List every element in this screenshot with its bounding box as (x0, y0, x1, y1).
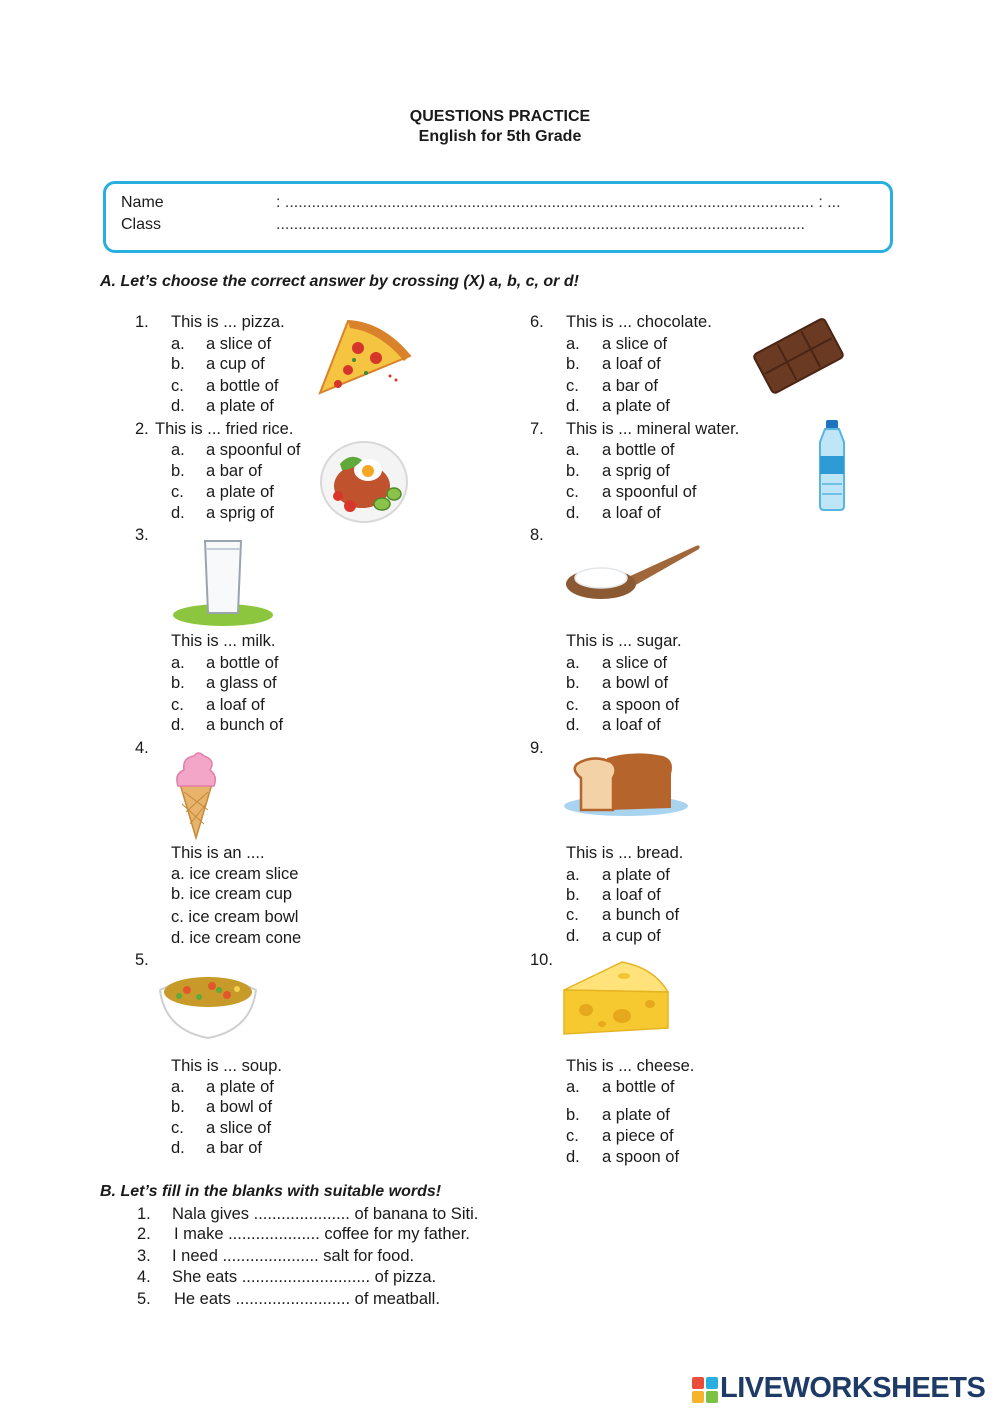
option-text[interactable]: a loaf of (602, 355, 661, 373)
question-number: 3. (135, 526, 149, 544)
fill-item-text[interactable]: I make .................... coffee for my father. (174, 1225, 470, 1243)
question-prompt: This is ... mineral water. (566, 420, 740, 438)
option-text[interactable]: a bowl of (206, 1098, 273, 1116)
option-text[interactable]: a spoon of (602, 1148, 680, 1166)
question-number: 1. (135, 313, 149, 331)
option-letter[interactable]: a. (566, 654, 580, 672)
option-text[interactable]: a spoonful of (602, 483, 697, 501)
option-letter[interactable]: b. (566, 462, 580, 480)
option-letter[interactable]: d. (566, 1148, 580, 1166)
option-text[interactable]: a plate of (206, 1078, 274, 1096)
option-letter[interactable]: d. (566, 504, 580, 522)
option-letter[interactable]: c. (171, 696, 184, 714)
class-field[interactable]: ....................................................................................................................... (276, 216, 805, 233)
question-number: 5. (135, 951, 149, 969)
chocolate-bar-icon (750, 316, 846, 394)
option-letter[interactable]: c. (171, 1119, 184, 1137)
fill-item-number: 5. (137, 1290, 151, 1308)
option-text[interactable]: a cup of (206, 355, 265, 373)
option-text[interactable]: a bottle of (602, 1078, 675, 1096)
question-number: 8. (530, 526, 544, 544)
option-letter[interactable]: a. (566, 866, 580, 884)
fill-item-text[interactable]: He eats ......................... of meatball. (174, 1290, 440, 1308)
option-text[interactable]: a bunch of (206, 716, 284, 734)
ice-cream-cone-icon (172, 750, 220, 840)
option-letter[interactable]: d. (171, 1139, 185, 1157)
option-letter[interactable]: d. (566, 927, 580, 945)
option-text[interactable]: a bottle of (206, 377, 279, 395)
option-letter[interactable]: a. (171, 1078, 185, 1096)
option-text[interactable]: a plate of (602, 397, 670, 415)
option-text[interactable]: a bar of (602, 377, 658, 395)
option-text[interactable]: a loaf of (602, 886, 661, 904)
glass-of-milk-icon (172, 537, 274, 629)
question-prompt: This is ... cheese. (566, 1057, 695, 1075)
option-letter[interactable]: b. (566, 1106, 580, 1124)
bowl-of-soup-icon (157, 968, 259, 1042)
option-text[interactable]: c. ice cream bowl (171, 908, 299, 926)
fill-item-number: 3. (137, 1247, 151, 1265)
option-letter[interactable]: a. (566, 1078, 580, 1096)
option-letter[interactable]: b. (171, 355, 185, 373)
option-letter[interactable]: b. (171, 674, 185, 692)
option-text[interactable]: a bowl of (602, 674, 669, 692)
option-text[interactable]: a plate of (602, 866, 670, 884)
option-letter[interactable]: a. (171, 441, 185, 459)
option-letter[interactable]: d. (566, 716, 580, 734)
option-text[interactable]: a slice of (206, 1119, 272, 1137)
option-letter[interactable]: a. (171, 654, 185, 672)
name-field[interactable]: : ....................................................................................................................... : ... (276, 194, 841, 211)
option-text[interactable]: a spoonful of (206, 441, 301, 459)
loaf-of-bread-icon (563, 750, 689, 818)
option-letter[interactable]: a. (566, 441, 580, 459)
option-letter[interactable]: b. (171, 1098, 185, 1116)
option-letter[interactable]: d. (171, 716, 185, 734)
option-text[interactable]: a loaf of (602, 504, 661, 522)
question-prompt: This is ... sugar. (566, 632, 682, 650)
option-letter[interactable]: c. (566, 377, 579, 395)
fill-item-text[interactable]: Nala gives ..................... of banana to Siti. (172, 1205, 479, 1223)
fill-item-text[interactable]: I need ..................... salt for food. (172, 1247, 415, 1265)
option-text[interactable]: a bottle of (602, 441, 675, 459)
option-text[interactable]: a spoon of (602, 696, 680, 714)
fill-item-number: 4. (137, 1268, 151, 1286)
option-text[interactable]: a bunch of (602, 906, 680, 924)
option-text[interactable]: a slice of (602, 654, 668, 672)
option-letter[interactable]: d. (566, 397, 580, 415)
option-text[interactable]: a sprig of (206, 504, 274, 522)
option-text[interactable]: a slice of (602, 335, 668, 353)
option-text[interactable]: a bar of (206, 462, 262, 480)
question-prompt: This is an .... (171, 844, 265, 862)
option-text[interactable]: a bottle of (206, 654, 279, 672)
question-prompt: This is ... soup. (171, 1057, 282, 1075)
option-letter[interactable]: b. (566, 355, 580, 373)
water-bottle-icon (814, 418, 850, 512)
question-prompt: This is ... fried rice. (155, 420, 294, 438)
option-text[interactable]: a loaf of (602, 716, 661, 734)
worksheet-subtitle: English for 5th Grade (418, 128, 582, 145)
fried-rice-plate-icon (320, 440, 408, 524)
option-letter[interactable]: c. (566, 483, 579, 501)
option-letter[interactable]: a. (171, 335, 185, 353)
question-number: 7. (530, 420, 544, 438)
option-letter[interactable]: c. (566, 1127, 579, 1145)
question-number: 2. (135, 420, 149, 438)
option-text[interactable]: a piece of (602, 1127, 674, 1145)
name-label: Name (121, 194, 164, 211)
option-text[interactable]: a plate of (206, 397, 274, 415)
option-text[interactable]: a loaf of (206, 696, 265, 714)
fill-item-number: 1. (137, 1205, 151, 1223)
student-identity-box (103, 181, 893, 253)
option-letter[interactable]: b. (566, 674, 580, 692)
option-text[interactable]: a glass of (206, 674, 277, 692)
class-label: Class (121, 216, 162, 233)
piece-of-cheese-icon (562, 960, 672, 1038)
fill-item-text[interactable]: She eats ............................ of pizza. (172, 1268, 437, 1286)
option-letter[interactable]: c. (566, 906, 579, 924)
option-letter[interactable]: b. (566, 886, 580, 904)
worksheet-title: QUESTIONS PRACTICE (409, 108, 591, 125)
option-text[interactable]: a plate of (602, 1106, 670, 1124)
question-prompt: This is ... pizza. (171, 313, 285, 331)
option-letter[interactable]: b. (171, 462, 185, 480)
option-text[interactable]: a. ice cream slice (171, 865, 299, 883)
liveworksheets-logo-icon (692, 1377, 718, 1403)
option-text[interactable]: a sprig of (602, 462, 670, 480)
option-text[interactable]: a cup of (602, 927, 661, 945)
option-letter[interactable]: a. (566, 335, 580, 353)
question-number: 9. (530, 739, 544, 757)
fill-item-number: 2. (137, 1225, 151, 1243)
question-number: 4. (135, 739, 149, 757)
option-letter[interactable]: c. (566, 696, 579, 714)
option-letter[interactable]: d. (171, 397, 185, 415)
section-a-heading: A. Let’s choose the correct answer by crossing (X) a, b, c, or d! (100, 273, 579, 290)
spoon-of-sugar-icon (564, 540, 702, 602)
liveworksheets-brand: LIVEWORKSHEETS (720, 1372, 986, 1404)
option-text[interactable]: b. ice cream cup (171, 885, 293, 903)
option-text[interactable]: a slice of (206, 335, 272, 353)
option-text[interactable]: a plate of (206, 483, 274, 501)
question-prompt: This is ... chocolate. (566, 313, 712, 331)
pizza-slice-icon (318, 318, 413, 398)
question-prompt: This is ... milk. (171, 632, 276, 650)
option-letter[interactable]: c. (171, 377, 184, 395)
option-text[interactable]: d. ice cream cone (171, 929, 302, 947)
question-prompt: This is ... bread. (566, 844, 684, 862)
question-number: 10. (530, 951, 553, 969)
question-number: 6. (530, 313, 544, 331)
option-letter[interactable]: d. (171, 504, 185, 522)
section-b-heading: B. Let’s fill in the blanks with suitable words! (100, 1183, 442, 1200)
option-text[interactable]: a bar of (206, 1139, 262, 1157)
option-letter[interactable]: c. (171, 483, 184, 501)
